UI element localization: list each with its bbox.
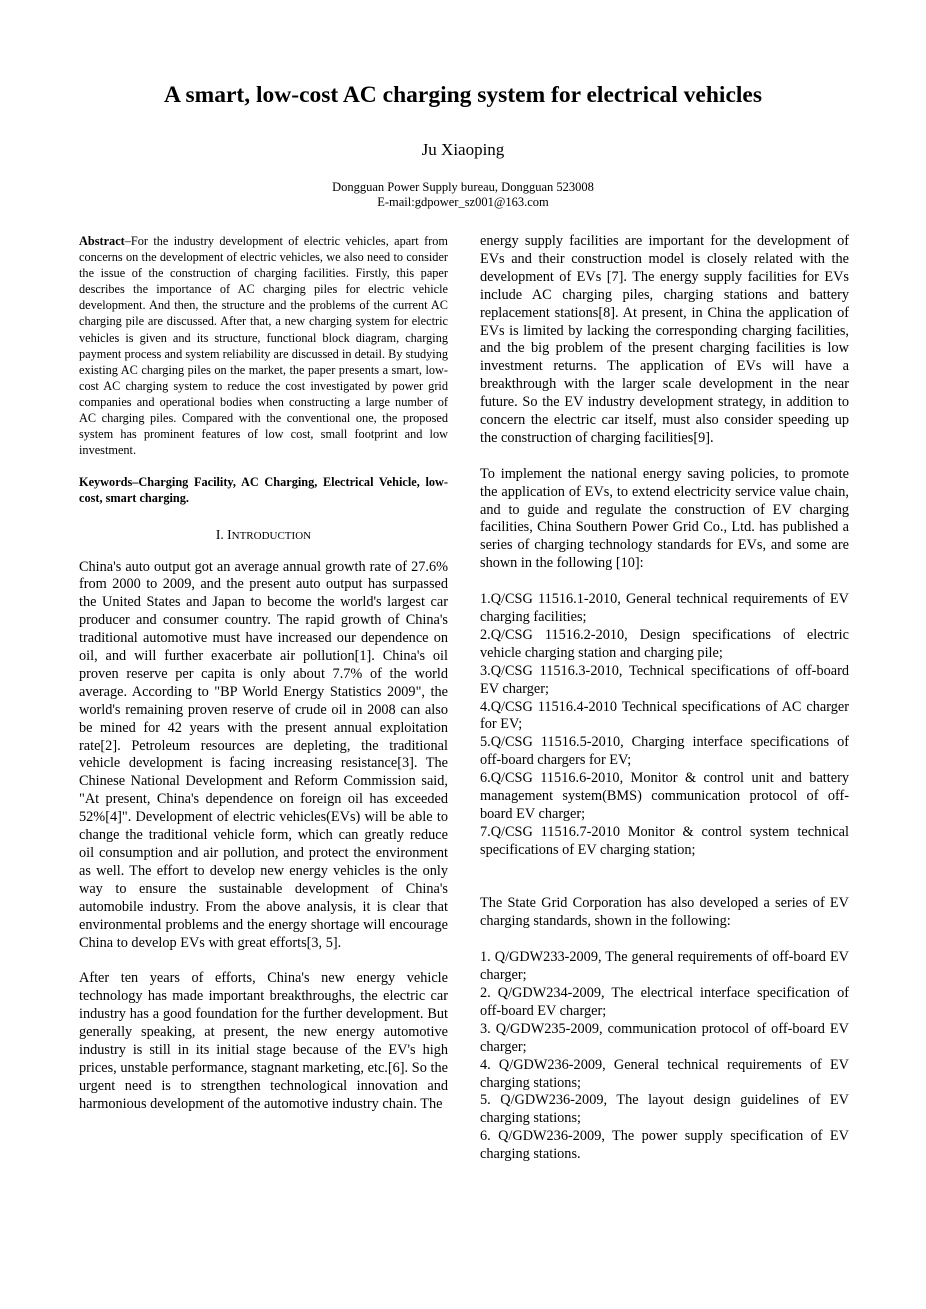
intro-paragraph-2: After ten years of efforts, China's new energy vehicle technology has made important breakthroughs, the electric car industry has a good foundation for the further development. But generally speaking, at present, the new energy automotive industry is still in its initial stage because of the EV's high prices, unstable performance, stagnant marketing, etc.[6]. So the urgent need is to strengthen technological innovation and harmonious development of the automotive industry chain. The <box>79 970 448 1112</box>
list-item: 2.Q/CSG 11516.2-2010, Design specifications of electric vehicle charging station and charging pile; <box>480 626 849 661</box>
author-email: E-mail:gdpower_sz001@163.com <box>377 195 549 209</box>
keywords: Keywords–Charging Facility, AC Charging, Electrical Vehicle, low-cost, smart charging. <box>79 475 448 506</box>
list-item: 4. Q/GDW236-2009, General technical requirements of EV charging stations; <box>480 1056 849 1091</box>
list-item: 2. Q/GDW234-2009, The electrical interface specification of off-board EV charger; <box>480 985 849 1019</box>
list-item: 1.Q/CSG 11516.1-2010, General technical requirements of EV charging facilities; <box>480 591 849 625</box>
list-item: 5. Q/GDW236-2009, The layout design guidelines of EV charging stations; <box>480 1092 849 1127</box>
abstract-text: –For the industry development of electric vehicles, apart from concerns on the development of electric vehicles, we also need to consider the issue of the construction of charging facilities. Firstly, this paper describes the importance of AC charging piles for electric vehicle development. And then, the structure and the problems of the current AC charging pile are discussed. After that, a new charging system for electric vehicles is given and its structure, functional block diagram, charging payment process and system reliability are discussed in detail. By studying existing AC charging piles on the market, the paper presents a smart, low-cost AC charging system to reduce the cost investigated by power grid companies and operational bodies when constructing a large number of AC charging piles. Compared with the conventional one, the proposed system has prominent features of low cost, small footprint and low investment. <box>79 234 448 458</box>
list-item: 1. Q/GDW233-2009, The general requirements of off-board EV charger; <box>480 949 849 984</box>
right-column <box>480 233 849 1164</box>
list-item: 6. Q/GDW236-2009, The power supply specification of EV charging stations. <box>480 1128 849 1163</box>
state-grid-intro: The State Grid Corporation has also developed a series of EV charging standards, shown in the following: <box>480 895 849 930</box>
left-column <box>79 233 448 1114</box>
abstract <box>79 233 448 458</box>
intro-paragraph-4: To implement the national energy saving policies, to promote the application of EVs, to extend electricity service value chain, and to guide and regulate the construction of EV charging facilities, China Southern Power Grid Co., Ltd. has published a series of charging technology standards for EVs, and some are shown in the following [10]: <box>480 465 849 572</box>
paper-title: A smart, low-cost AC charging system for electrical vehicles <box>163 82 762 108</box>
affiliation: Dongguan Power Supply bureau, Dongguan 523008 <box>332 180 594 194</box>
gdw-standards-list <box>480 949 849 1164</box>
list-item: 3. Q/GDW235-2009, communication protocol of off-board EV charger; <box>480 1020 849 1055</box>
intro-paragraph-3: energy supply facilities are important for the development of EVs and their construction model is closely related with the development of EVs [7]. The energy supply facilities for EVs include AC charging piles, charging stations and battery replacement stations[8]. At present, in China the application of EVs is limited by lacking the corresponding charging facilities, and the big problem of the present charging facilities is low investment returns. The application of EVs will have a breakthrough with the larger scale development in the near future. So the EV industry development strategy, in addition to concern the electric car itself, must also consider speeding up the construction of charging facilities[9]. <box>480 233 849 446</box>
list-item: 4.Q/CSG 11516.4-2010 Technical specifications of AC charger for EV; <box>480 698 849 733</box>
section-heading-introduction <box>79 526 448 545</box>
abstract-label: Abstract <box>79 234 125 248</box>
section-title-rest: NTRODUCTION <box>231 529 312 542</box>
csg-standards-list <box>480 591 849 860</box>
affiliation-block <box>0 180 926 210</box>
section-first-letter: I <box>227 526 232 542</box>
author-name: Ju Xiaoping <box>421 140 505 159</box>
list-item: 3.Q/CSG 11516.3-2010, Technical specifications of off-board EV charger; <box>480 662 849 697</box>
list-item: 7.Q/CSG 11516.7-2010 Monitor & control system technical specifications of EV charging station; <box>480 823 849 858</box>
list-item: 5.Q/CSG 11516.5-2010, Charging interface specifications of off-board chargers for EV; <box>480 734 849 769</box>
section-numeral: I. <box>215 526 228 542</box>
intro-paragraph-1: China's auto output got an average annual growth rate of 27.6% from 2000 to 2009, and the present auto output has surpassed the United States and Japan to become the world's largest car producer and consumer country. The rapid growth of China's traditional automotive must have increased our dependence on oil, and will further exacerbate air pollution[1]. China's oil proven reserve per capita is only about 7.7% of the world average. According to "BP World Energy Statistics 2009", the world's remaining proven reserve of crude oil in 2008 can also be mined for 42 years with the present annual exploitation rate[2]. Petroleum resources are depleting, the traditional vehicle development is facing increasing resistance[3]. The Chinese National Development and Reform Commission said, "At present, China's dependence on foreign oil has exceeded 52%[4]". Development of electric vehicles(EVs) will be able to change the traditional vehicle form, which can greatly reduce oil consumption and air pollution, and protect the environment as well. The effort to develop new energy vehicles is the only way to ensure the sustainable development of China's automobile industry. From the above analysis, it is clear that environmental problems and the energy shortage will encourage China to develop EVs with great efforts[3, 5]. <box>79 558 448 951</box>
list-item: 6.Q/CSG 11516.6-2010, Monitor & control unit and battery management system(BMS) communication protocol of off-board EV charger; <box>480 770 849 822</box>
